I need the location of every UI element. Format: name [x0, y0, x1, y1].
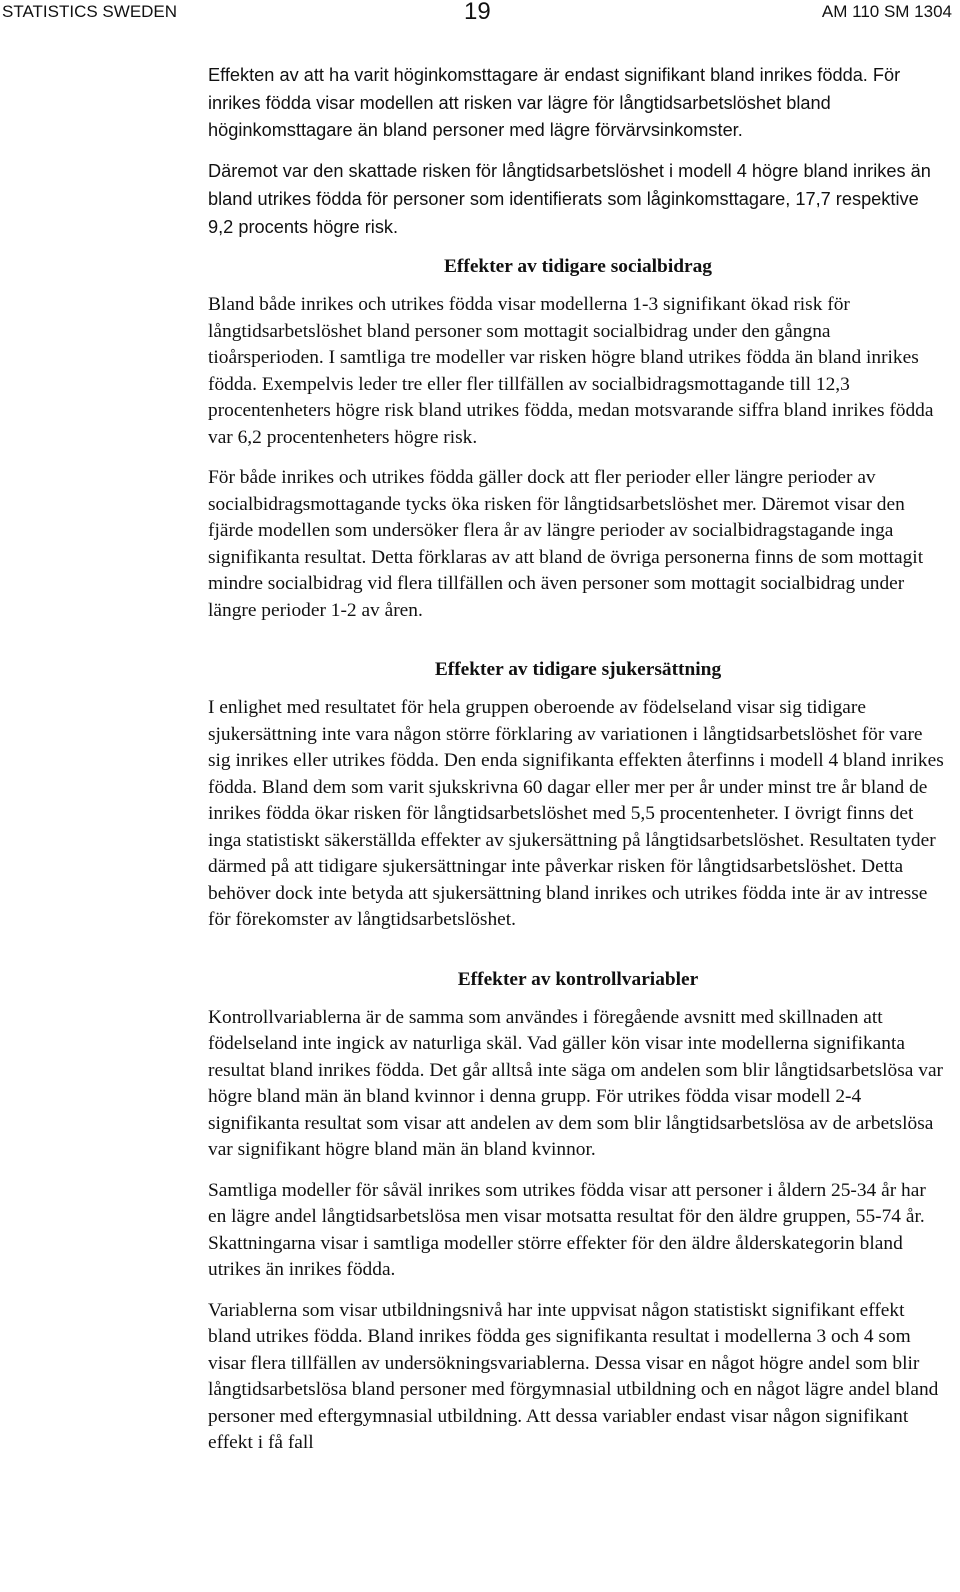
document-body: [208, 62, 948, 1471]
intro-paragraph: Effekten av att ha varit höginkomsttagare är endast signifikant bland inrikes födda. För inrikes födda visar modellen att risken var lägre för långtidsarbetslöshet bland höginkomsttagare än bland personer med lägre förvärvsinkomster.: [208, 65, 901, 141]
body-paragraph: Bland både inrikes och utrikes födda visar modellerna 1-3 signifikant ökad risk för långtidsarbetslöshet bland personer som mottagit socialbidrag under den gångna tioårsperioden. I samtliga tre modeller var risken högre bland utrikes födda än bland inrikes födda. Exempelvis leder tre eller fler tillfällen av socialbidragsmottagande till 12,3 procentenheters högre risk bland utrikes födda, medan motsvarande siffra bland inrikes födda var 6,2 procentenheters högre risk.: [208, 294, 934, 448]
page-header: [0, 0, 960, 30]
body-paragraph: Variablerna som visar utbildningsnivå har inte uppvisat någon statistiskt signifikant effekt bland utrikes födda. Bland inrikes födda ges signifikanta resultat i modellerna 3 och 4 som visar flera tillfällen av undersökningsvariablerna. Dessa visar en något högre andel som blir långtidsarbetslösa bland personer med förgymnasial utbildning och en något lägre andel bland personer med eftergymnasial utbildning. Att dessa variabler endast visar någon signifikant effekt i få fall: [208, 1299, 939, 1454]
section-heading-sjukersattning: Effekter av tidigare sjukersättning: [434, 659, 722, 681]
body-paragraph: I enlighet med resultatet för hela gruppen oberoende av födelseland visar sig tidigare sjukersättning inte vara någon större förklaring av variationen i långtidsarbetslöshet för vare sig inrikes eller utrikes födda. Den enda signifikanta effekten återfinns i modell 4 bland inrikes födda. Bland dem som varit sjukskrivna 60 dagar eller mer per år under minst tre år bland de inrikes födda ökar risken för långtidsarbetslöshet med 5,5 procentenheter. I övrigt finns det inga statistiskt säkerställda effekter av sjukersättning på långtidsarbetslöshet. Resultaten tyder därmed på att tidigare sjukersättningar inte påverkar risken för långtidsarbetslöshet. Detta behöver dock inte betyda att sjukersättning bland inrikes och utrikes födda inte är av intresse för förekomster av långtidsarbetslöshet.: [208, 697, 944, 931]
section-heading-kontrollvariabler: Effekter av kontrollvariabler: [457, 968, 699, 990]
section-heading-socialbidrag: Effekter av tidigare socialbidrag: [443, 256, 713, 278]
body-paragraph: Samtliga modeller för såväl inrikes som utrikes födda visar att personer i åldern 25-34 år har en lägre andel långtidsarbetslösa men visar motsatta resultat för den äldre gruppen, 55-74 år. Skattningarna visar i samtliga modeller större effekter för den äldre ålderskategorin bland utrikes än inrikes födda.: [208, 1179, 926, 1281]
body-paragraph: Kontrollvariablerna är de samma som användes i föregående avsnitt med skillnaden att födelseland inte ingick av naturliga skäl. Vad gäller kön visar inte modellerna signifikanta resultat bland inrikes födda. Det går alltså inte säga om andelen som blir långtidsarbetslösa var högre bland män än bland kvinnor i denna grupp. För utrikes födda visar modell 2-4 signifikanta resultat som visar att andelen av dem som blir långtidsarbetslösa av de arbetslösa var signifikant högre bland män än bland kvinnor.: [208, 1006, 944, 1161]
body-paragraph: För både inrikes och utrikes födda gäller dock att fler perioder eller längre perioder av socialbidragsmottagande tycks öka risken för långtidsarbetslöshet mer. Däremot visar den fjärde modellen som undersöker flera år av längre perioder av socialbidragstagande inga signifikanta resultat. Detta förklaras av att bland de övriga personerna finns de som mottagit mindre socialbidrag vid flera tillfällen och även personer som mottagit socialbidrag under längre perioder 1-2 av åren.: [208, 467, 924, 621]
intro-paragraph: Däremot var den skattade risken för långtidsarbetslöshet i modell 4 högre bland inrikes än bland utrikes födda för personer som identifierats som låginkomsttagare, 17,7 respektive 9,2 procents högre risk.: [208, 161, 931, 237]
report-code: AM 110 SM 1304: [821, 2, 952, 21]
publisher-name: STATISTICS SWEDEN: [2, 2, 178, 21]
page-number: 19: [464, 0, 491, 25]
